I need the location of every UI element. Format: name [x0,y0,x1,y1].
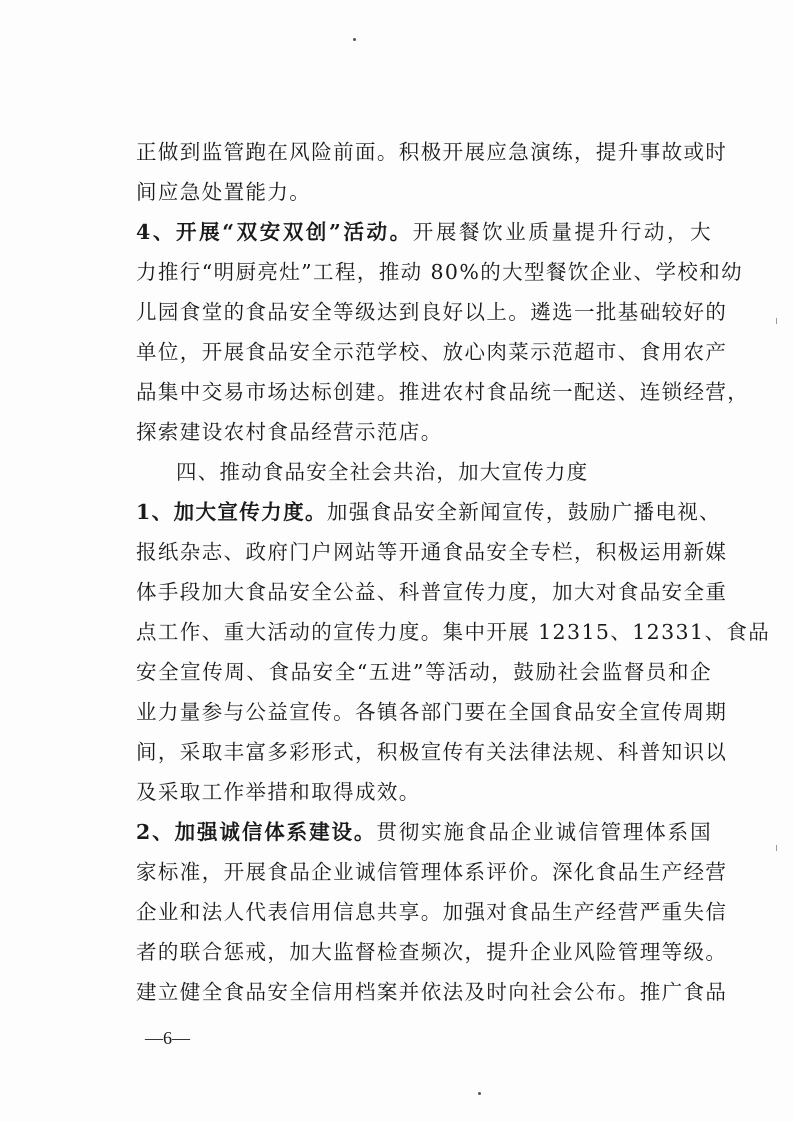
body-line-12: 体手段加大食品安全公益、科普宣传力度，加大对食品安全重 [136,580,728,604]
subsection-1-title: 1、加大宣传力度。 [136,500,327,524]
body-line-8: 探索建设农村食品经营示范店。 [136,420,443,444]
subsection-4-title: 4、开展“双安双创”活动。 [136,220,413,244]
body-line-20: 企业和法人代表信用信息共享。加强对食品生产经营严重失信 [136,900,728,924]
scan-speck [478,1092,481,1095]
body-line-21: 者的联合惩戒，加大监督检查频次，提升企业风险管理等级。 [136,940,728,964]
subsection-2-text: 贯彻实施食品企业诚信管理体系国 [376,820,712,844]
subsection-2-title: 2、加强诚信体系建设。 [136,820,377,844]
subsection-1-text: 加强食品安全新闻宣传，鼓励广播电视、 [326,500,722,524]
body-line-5: 儿园食堂的食品安全等级达到良好以上。遴选一批基础较好的 [136,300,728,324]
body-line-14: 安全宣传周、食品安全“五进”等活动，鼓励社会监督员和企 [136,660,712,684]
body-line-4: 力推行“明厨亮灶”工程，推动 80%的大型餐饮企业、学校和幼 [136,260,744,284]
page-number: —6— [145,1028,190,1048]
scan-mark [776,318,777,324]
body-line-15: 业力量参与公益宣传。各镇各部门要在全国食品安全宣传周期 [136,700,728,724]
body-line-11: 报纸杂志、政府门户网站等开通食品安全专栏，积极运用新媒 [136,540,728,564]
subsection-1-line [136,492,722,532]
body-line-22: 建立健全食品安全信用档案并依法及时向社会公布。推广食品 [136,980,728,1004]
subsection-2-line [136,812,712,852]
body-line-19: 家标准，开展食品企业诚信管理体系评价。深化食品生产经营 [136,860,728,884]
body-line-16: 间，采取丰富多彩形式，积极宣传有关法律法规、科普知识以 [136,740,728,764]
body-line-17: 及采取工作举措和取得成效。 [136,780,421,804]
scan-mark [776,845,777,851]
body-line-1: 正做到监管跑在风险前面。积极开展应急演练，提升事故或时 [136,140,728,164]
body-line-2: 间应急处置能力。 [136,180,312,204]
body-line-13: 点工作、重大活动的宣传力度。集中开展 12315、12331、食品 [136,620,771,644]
subsection-4-line [136,212,712,252]
body-line-6: 单位，开展食品安全示范学校、放心肉菜示范超市、食用农产 [136,340,728,364]
body-line-7: 品集中交易市场达标创建。推进农村食品统一配送、连锁经营， [136,380,750,404]
subsection-4-text: 开展餐饮业质量提升行动，大 [412,220,713,244]
section-heading-4: 四、推动食品安全社会共治，加大宣传力度 [176,460,589,484]
scan-speck [353,38,356,41]
